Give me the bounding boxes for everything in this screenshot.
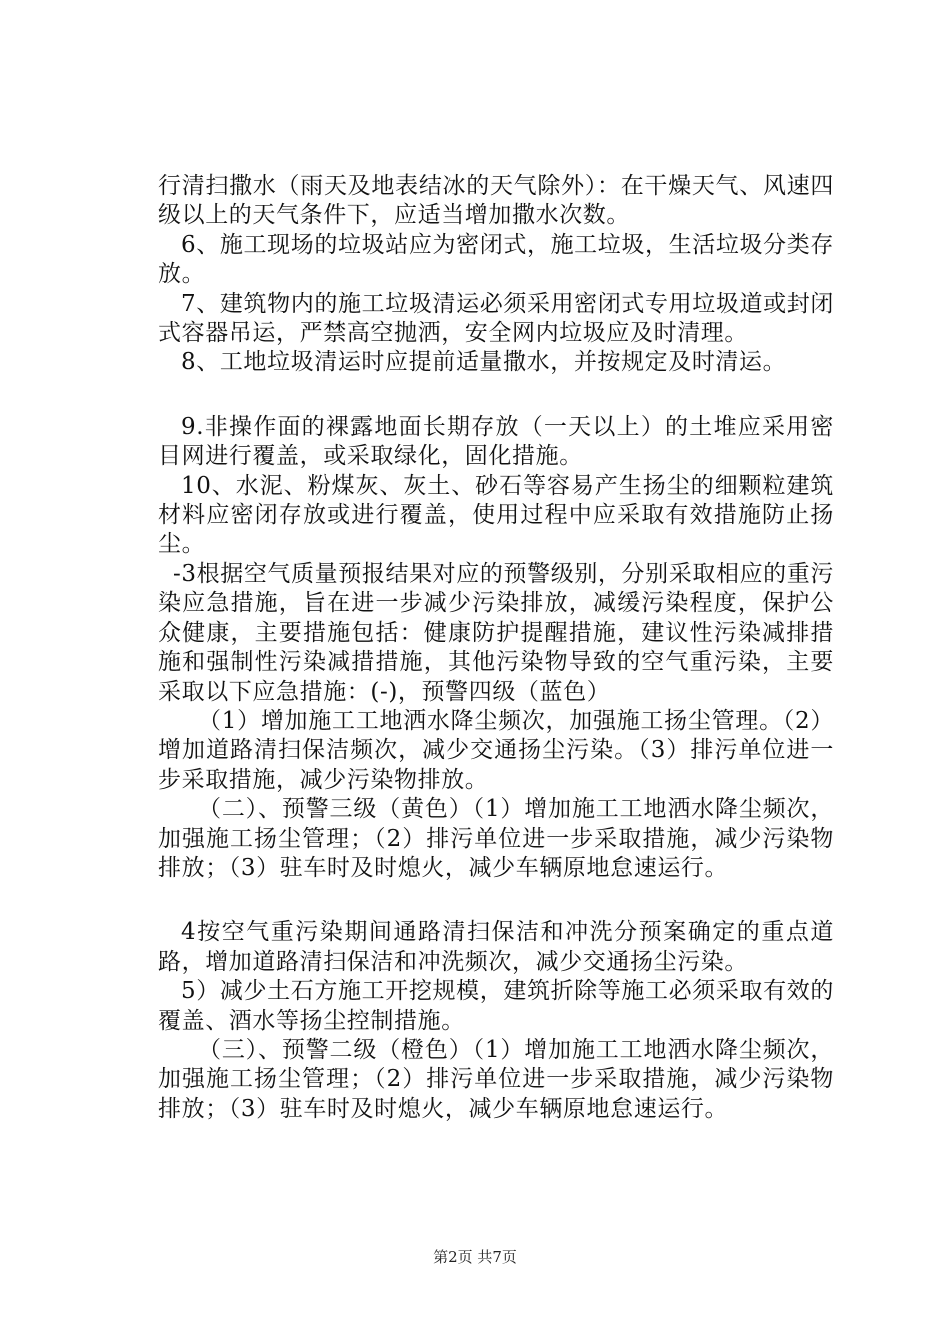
document-body [158,172,834,1124]
page-number-footer: 第2页 共7页 [433,1248,517,1266]
paragraph-item-4-roads: 4按空气重污染期间通路清扫保洁和冲洗分预案确定的重点道路，增加道路清扫保洁和冲洗频次，减少交通扬尘污染。 [158,919,834,975]
paragraph-item-8: 8、工地垃圾清运时应提前适量撒水，并按规定及时清运。 [181,349,787,376]
paragraph-gap [158,378,834,413]
paragraph-orange-warning: （三）、预警二级（橙色）（1）增加施工工地洒水降尘频次，加强施工扬尘管理；（2）排污单位进一步采取措施，减少污染物排放；（3）驻车时及时熄火，减少车辆原地怠速运行。 [158,1036,834,1122]
paragraph-yellow-warning: （二）、预警三级（黄色）（1）增加施工工地洒水降尘频次，加强施工扬尘管理；（2）排污单位进一步采取措施，减少污染物排放；（3）驻车时及时熄火，减少车辆原地怠速运行。 [158,796,834,881]
paragraph-item-5-earthwork: 5）减少土石方施工开挖规模，建筑折除等施工必须采取有效的覆盖、酒水等扬尘控制措施。 [158,978,834,1034]
paragraph-sweeping-watering: 行清扫撒水（雨天及地表结冰的天气除外）：在干燥天气、风速四级以上的天气条件下，应适当增加撒水次数。 [158,173,834,229]
paragraph-item-9: 9.非操作面的裸露地面长期存放（一天以上）的土堆应采用密目网进行覆盖，或采取绿化，固化措施。 [158,413,834,470]
paragraph-item-7: 7、建筑物内的施工垃圾清运必须采用密闭式专用垃圾道或封闭式容器吊运，严禁高空抛洒，安全网内垃圾应及时清理。 [158,290,834,347]
paragraph-blue-measures: （1）增加施工工地洒水降尘频次，加强施工扬尘管理。（2）增加道路清扫保洁频次，减少交通扬尘污染。（3）排污单位进一步采取措施，减少污染物排放。 [158,707,834,793]
paragraph-gap [158,883,834,918]
paragraph-warning-levels-intro: -3根据空气质量预报结果对应的预警级别，分别采取相应的重污染应急措施，旨在进一步减少污染排放，减缓污染程度，保护公众健康，主要措施包括：健康防护提醒措施，建议性污染减排措施和强制性污染减措措施，其他污染物导致的空气重污染，主要采取以下应急措施：(-)，预警四级（蓝色） [158,560,834,705]
paragraph-item-10: 10、水泥、粉煤灰、灰土、砂石等容易产生扬尘的细颗粒建筑材料应密闭存放或进行覆盖，使用过程中应采取有效措施防止扬尘。 [158,472,834,558]
paragraph-item-6: 6、施工现场的垃圾站应为密闭式，施工垃圾，生活垃圾分类存放。 [158,231,834,288]
